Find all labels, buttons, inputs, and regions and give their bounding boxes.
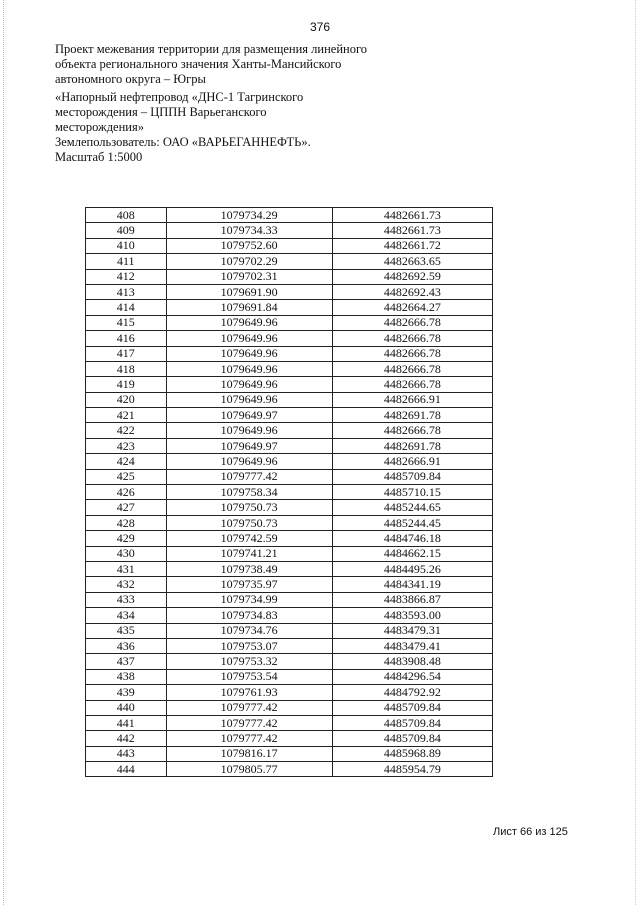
table-row [86, 531, 493, 546]
x-coordinate-cell: 1079753.54 [166, 669, 332, 684]
header-line-6: месторождения» [55, 120, 144, 134]
table-row [86, 392, 493, 407]
point-number-cell: 437 [86, 654, 167, 669]
y-coordinate-cell: 4482661.73 [332, 223, 492, 238]
x-coordinate-cell: 1079777.42 [166, 469, 332, 484]
point-number-cell: 419 [86, 377, 167, 392]
x-coordinate-cell: 1079649.96 [166, 315, 332, 330]
scan-edge-left [3, 0, 5, 905]
point-number-cell: 441 [86, 715, 167, 730]
y-coordinate-cell: 4482692.43 [332, 284, 492, 299]
y-coordinate-cell: 4485954.79 [332, 762, 492, 777]
y-coordinate-cell: 4484662.15 [332, 546, 492, 561]
y-coordinate-cell: 4484792.92 [332, 685, 492, 700]
x-coordinate-cell: 1079649.96 [166, 331, 332, 346]
point-number-cell: 420 [86, 392, 167, 407]
point-number-cell: 418 [86, 361, 167, 376]
x-coordinate-cell: 1079649.96 [166, 377, 332, 392]
y-coordinate-cell: 4482661.73 [332, 208, 492, 223]
point-number-cell: 421 [86, 408, 167, 423]
y-coordinate-cell: 4482661.72 [332, 238, 492, 253]
x-coordinate-cell: 1079702.31 [166, 269, 332, 284]
x-coordinate-cell: 1079735.97 [166, 577, 332, 592]
x-coordinate-cell: 1079691.90 [166, 284, 332, 299]
point-number-cell: 443 [86, 746, 167, 761]
coordinates-table [85, 207, 493, 777]
x-coordinate-cell: 1079761.93 [166, 685, 332, 700]
x-coordinate-cell: 1079758.34 [166, 485, 332, 500]
x-coordinate-cell: 1079753.32 [166, 654, 332, 669]
x-coordinate-cell: 1079649.97 [166, 408, 332, 423]
point-number-cell: 435 [86, 623, 167, 638]
table-row [86, 331, 493, 346]
table-row [86, 731, 493, 746]
x-coordinate-cell: 1079691.84 [166, 300, 332, 315]
coordinates-table-body [86, 208, 493, 777]
table-row [86, 377, 493, 392]
y-coordinate-cell: 4485968.89 [332, 746, 492, 761]
table-row [86, 300, 493, 315]
y-coordinate-cell: 4482691.78 [332, 408, 492, 423]
y-coordinate-cell: 4482663.65 [332, 254, 492, 269]
y-coordinate-cell: 4484746.18 [332, 531, 492, 546]
y-coordinate-cell: 4482666.78 [332, 423, 492, 438]
table-row [86, 223, 493, 238]
y-coordinate-cell: 4485709.84 [332, 715, 492, 730]
table-row [86, 669, 493, 684]
y-coordinate-cell: 4482691.78 [332, 438, 492, 453]
x-coordinate-cell: 1079816.17 [166, 746, 332, 761]
table-row [86, 438, 493, 453]
table-row [86, 361, 493, 376]
x-coordinate-cell: 1079649.96 [166, 392, 332, 407]
y-coordinate-cell: 4485709.84 [332, 700, 492, 715]
table-row [86, 269, 493, 284]
y-coordinate-cell: 4484296.54 [332, 669, 492, 684]
y-coordinate-cell: 4482664.27 [332, 300, 492, 315]
point-number-cell: 414 [86, 300, 167, 315]
point-number-cell: 422 [86, 423, 167, 438]
table-row [86, 408, 493, 423]
header-line-3: автономного округа – Югры [55, 72, 206, 86]
document-header [55, 42, 385, 165]
table-row [86, 561, 493, 576]
x-coordinate-cell: 1079777.42 [166, 700, 332, 715]
point-number-cell: 428 [86, 515, 167, 530]
point-number-cell: 433 [86, 592, 167, 607]
table-row [86, 762, 493, 777]
x-coordinate-cell: 1079738.49 [166, 561, 332, 576]
header-line-1: Проект межевания территории для размещения линейного [55, 42, 368, 56]
x-coordinate-cell: 1079805.77 [166, 762, 332, 777]
scale-label: Масштаб 1:5000 [55, 150, 143, 164]
x-coordinate-cell: 1079649.96 [166, 346, 332, 361]
point-number-cell: 426 [86, 485, 167, 500]
point-number-cell: 436 [86, 638, 167, 653]
x-coordinate-cell: 1079742.59 [166, 531, 332, 546]
table-row [86, 454, 493, 469]
table-row [86, 623, 493, 638]
y-coordinate-cell: 4483479.41 [332, 638, 492, 653]
y-coordinate-cell: 4483593.00 [332, 608, 492, 623]
point-number-cell: 408 [86, 208, 167, 223]
table-row [86, 346, 493, 361]
y-coordinate-cell: 4483908.48 [332, 654, 492, 669]
point-number-cell: 439 [86, 685, 167, 700]
point-number-cell: 429 [86, 531, 167, 546]
header-line-2: объекта регионального значения Ханты-Мансийского [55, 57, 342, 71]
y-coordinate-cell: 4485709.84 [332, 469, 492, 484]
point-number-cell: 438 [86, 669, 167, 684]
y-coordinate-cell: 4482666.91 [332, 454, 492, 469]
y-coordinate-cell: 4483479.31 [332, 623, 492, 638]
y-coordinate-cell: 4485244.45 [332, 515, 492, 530]
table-row [86, 208, 493, 223]
table-row [86, 254, 493, 269]
table-row [86, 485, 493, 500]
x-coordinate-cell: 1079734.29 [166, 208, 332, 223]
point-number-cell: 410 [86, 238, 167, 253]
x-coordinate-cell: 1079750.73 [166, 515, 332, 530]
x-coordinate-cell: 1079752.60 [166, 238, 332, 253]
y-coordinate-cell: 4482666.78 [332, 377, 492, 392]
point-number-cell: 412 [86, 269, 167, 284]
x-coordinate-cell: 1079649.96 [166, 454, 332, 469]
table-row [86, 423, 493, 438]
y-coordinate-cell: 4483866.87 [332, 592, 492, 607]
point-number-cell: 440 [86, 700, 167, 715]
table-row [86, 638, 493, 653]
table-row [86, 515, 493, 530]
y-coordinate-cell: 4482692.59 [332, 269, 492, 284]
scan-edge-right [635, 0, 637, 905]
y-coordinate-cell: 4484341.19 [332, 577, 492, 592]
x-coordinate-cell: 1079777.42 [166, 731, 332, 746]
point-number-cell: 432 [86, 577, 167, 592]
point-number-cell: 442 [86, 731, 167, 746]
y-coordinate-cell: 4482666.78 [332, 315, 492, 330]
y-coordinate-cell: 4482666.91 [332, 392, 492, 407]
y-coordinate-cell: 4485244.65 [332, 500, 492, 515]
table-row [86, 592, 493, 607]
table-row [86, 238, 493, 253]
table-row [86, 546, 493, 561]
point-number-cell: 413 [86, 284, 167, 299]
x-coordinate-cell: 1079649.97 [166, 438, 332, 453]
point-number-cell: 411 [86, 254, 167, 269]
x-coordinate-cell: 1079734.33 [166, 223, 332, 238]
point-number-cell: 444 [86, 762, 167, 777]
point-number-cell: 417 [86, 346, 167, 361]
table-row [86, 500, 493, 515]
point-number-cell: 409 [86, 223, 167, 238]
point-number-cell: 415 [86, 315, 167, 330]
x-coordinate-cell: 1079741.21 [166, 546, 332, 561]
x-coordinate-cell: 1079734.83 [166, 608, 332, 623]
x-coordinate-cell: 1079777.42 [166, 715, 332, 730]
table-row [86, 608, 493, 623]
page-number: 376 [309, 20, 331, 34]
y-coordinate-cell: 4482666.78 [332, 361, 492, 376]
table-row [86, 577, 493, 592]
table-row [86, 746, 493, 761]
header-line-4: «Напорный нефтепровод «ДНС-1 Тагринского [55, 90, 304, 104]
table-row [86, 315, 493, 330]
point-number-cell: 431 [86, 561, 167, 576]
land-user: Землепользователь: ОАО «ВАРЬЕГАННЕФТЬ». [55, 135, 311, 149]
point-number-cell: 434 [86, 608, 167, 623]
table-row [86, 685, 493, 700]
point-number-cell: 424 [86, 454, 167, 469]
y-coordinate-cell: 4482666.78 [332, 346, 492, 361]
y-coordinate-cell: 4485710.15 [332, 485, 492, 500]
table-row [86, 469, 493, 484]
x-coordinate-cell: 1079750.73 [166, 500, 332, 515]
header-line-5: месторождения – ЦППН Варьеганского [55, 105, 267, 119]
table-row [86, 715, 493, 730]
table-row [86, 700, 493, 715]
x-coordinate-cell: 1079734.99 [166, 592, 332, 607]
y-coordinate-cell: 4484495.26 [332, 561, 492, 576]
sheet-footer: Лист 66 из 125 [493, 826, 568, 838]
point-number-cell: 430 [86, 546, 167, 561]
y-coordinate-cell: 4485709.84 [332, 731, 492, 746]
x-coordinate-cell: 1079649.96 [166, 423, 332, 438]
point-number-cell: 416 [86, 331, 167, 346]
y-coordinate-cell: 4482666.78 [332, 331, 492, 346]
x-coordinate-cell: 1079753.07 [166, 638, 332, 653]
point-number-cell: 427 [86, 500, 167, 515]
point-number-cell: 423 [86, 438, 167, 453]
x-coordinate-cell: 1079734.76 [166, 623, 332, 638]
x-coordinate-cell: 1079702.29 [166, 254, 332, 269]
x-coordinate-cell: 1079649.96 [166, 361, 332, 376]
table-row [86, 654, 493, 669]
point-number-cell: 425 [86, 469, 167, 484]
table-row [86, 284, 493, 299]
